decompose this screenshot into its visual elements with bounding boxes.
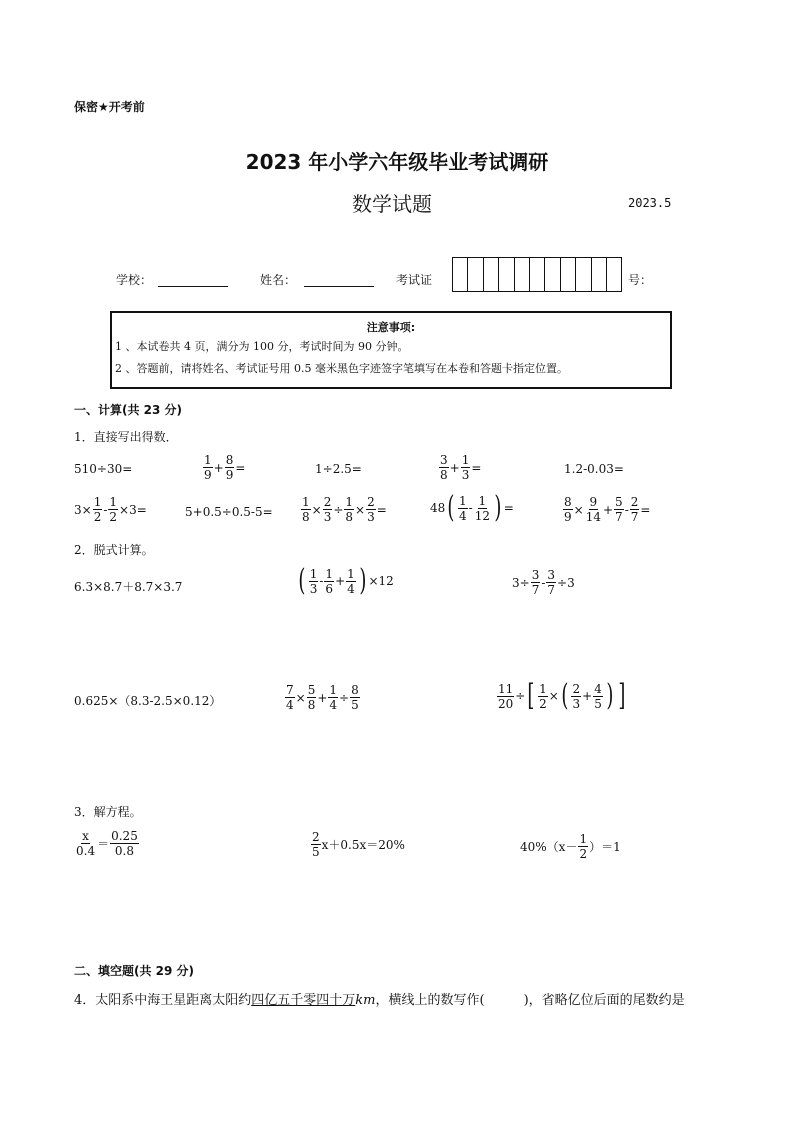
school-field[interactable]	[158, 286, 228, 287]
question-3-label: 3．解方程。	[74, 805, 142, 819]
name-field[interactable]	[304, 286, 374, 287]
exam-subtitle: 数学试题	[352, 192, 432, 216]
expr-1-2-minus-0-03: 1.2-0.03=	[564, 462, 624, 476]
id-digit-box[interactable]	[607, 258, 622, 291]
question-4-underlined: 四亿五千零四十万	[251, 993, 356, 1008]
number-label: 号：	[628, 273, 653, 287]
exam-date: 2023.5	[628, 196, 672, 210]
question-4-unit: km	[355, 993, 376, 1008]
exam-id-label: 考试证	[396, 273, 433, 287]
expr-row2-b: 5+0.5÷0.5-5=	[185, 505, 273, 519]
expr-frac-sum-2: $\frac{3}{8}$ + $\frac{1}{3}$ =	[440, 453, 482, 482]
equation-3-tail: ）＝1	[589, 840, 621, 854]
notice-title: 注意事项:	[366, 321, 416, 334]
id-digit-box[interactable]	[484, 258, 499, 291]
exam-title: 2023 年小学六年级毕业考试调研	[245, 150, 549, 174]
question-4	[74, 989, 685, 1008]
id-digit-box[interactable]	[530, 258, 545, 291]
id-digit-box[interactable]	[499, 258, 514, 291]
expr-510-div-30: 510÷30=	[74, 462, 133, 476]
question-2-label: 2．脱式计算。	[74, 543, 154, 557]
equation-2: $\frac{2}{5}$ x＋0.5x＝20%	[312, 830, 405, 859]
expr-1-div-2-5: 1÷2.5=	[315, 462, 362, 476]
notice-line-1: 1 、本试卷共 4 页，满分为 100 分，考试时间为 90 分钟。	[115, 340, 409, 353]
equation-1: $\frac{x}{0.4}$ ＝ $\frac{0.25}{0.8}$	[76, 829, 138, 858]
id-digit-box[interactable]	[576, 258, 591, 291]
question-4-suffix: ，横线上的数写作( )，省略亿位后面的尾数约是	[375, 993, 685, 1008]
id-digit-box[interactable]	[561, 258, 576, 291]
id-digit-box[interactable]	[453, 258, 468, 291]
calc-expr-1: 6.3×8.7＋8.7×3.7	[74, 580, 183, 594]
id-digit-box[interactable]	[545, 258, 560, 291]
name-label: 姓名：	[260, 273, 297, 287]
school-label: 学校：	[116, 273, 153, 287]
confidential-label: 保密★开考前	[74, 100, 145, 114]
equation-3-head: 40%（x－	[520, 840, 578, 854]
section-2-heading: 二、填空题(共 29 分)	[74, 964, 195, 978]
exam-id-boxes[interactable]	[452, 257, 622, 292]
equation-2-tail: x＋0.5x＝20%	[321, 838, 405, 852]
question-4-prefix: 4．太阳系中海王星距离太阳约	[74, 993, 252, 1008]
expr-row2-c: $\frac{1}{8}$ × $\frac{2}{3}$ ÷ $\frac{1}{8}$ × $\frac{2}{3}$ =	[302, 495, 387, 524]
notice-line-2: 2 、答题前，请将姓名、考试证号用 0.5 毫米黑色字迹签字笔填写在本卷和答题卡指定位置。	[115, 362, 568, 375]
expr-row2-a: 3× $\frac{1}{2}$ - $\frac{1}{2}$ ×3=	[74, 495, 147, 524]
section-1-heading: 一、计算(共 23 分)	[74, 403, 183, 417]
id-digit-box[interactable]	[592, 258, 607, 291]
expr-row2-d: 48 ( $\frac{1}{4}$ - $\frac{1}{12}$ ) =	[430, 490, 514, 525]
expr-row2-e: $\frac{8}{9}$ × $\frac{9}{14}$ + $\frac{5}{7}$ - $\frac{2}{7}$ =	[564, 495, 651, 524]
equation-3: 40%（x－ $\frac{1}{2}$ ）＝1	[520, 832, 621, 861]
calc-expr-4: 0.625×（8.3-2.5×0.12）	[74, 694, 222, 708]
notice-box	[110, 311, 672, 389]
id-digit-box[interactable]	[468, 258, 483, 291]
calc-expr-3: 3÷ $\frac{3}{7}$ - $\frac{3}{7}$ ÷3	[512, 568, 575, 597]
expr-frac-sum-1: $\frac{1}{9}$ + $\frac{8}{9}$ =	[204, 453, 246, 482]
calc-expr-2: ( $\frac{1}{3}$ - $\frac{1}{6}$ + $\frac{1}{4}$ ) ×12	[298, 563, 394, 598]
calc-expr-6: $\frac{11}{20}$ ÷ [ $\frac{1}{2}$ × ( $\frac{2}{3}$ + $\frac{4}{5}$ ) ]	[498, 678, 625, 713]
question-1-label: 1．直接写出得数．	[74, 430, 178, 444]
calc-expr-5: $\frac{7}{4}$ × $\frac{5}{8}$ + $\frac{1}{4}$ ÷ $\frac{8}{5}$	[286, 683, 359, 712]
id-digit-box[interactable]	[515, 258, 530, 291]
